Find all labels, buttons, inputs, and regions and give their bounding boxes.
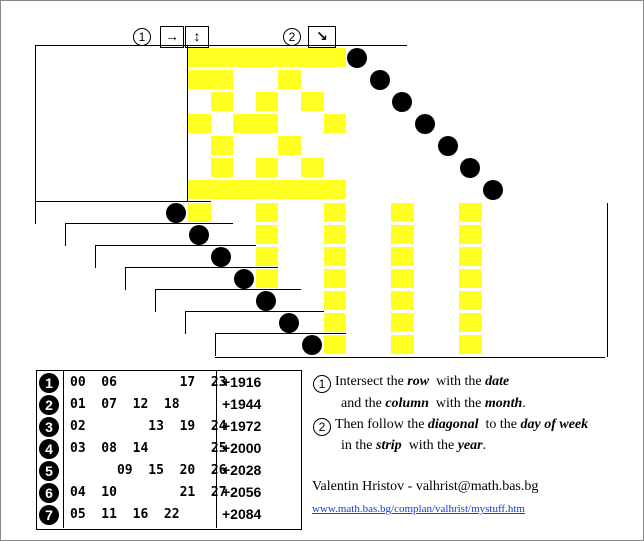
month-cell [324, 114, 347, 133]
year-day-cell [233, 247, 256, 266]
table-rule [155, 289, 156, 312]
weekday-cell [391, 136, 414, 155]
month-cell [301, 92, 324, 111]
legend-badge-4: 4 [39, 439, 59, 459]
month-cell [211, 48, 234, 67]
step2-marker-legend: 2 [313, 418, 331, 436]
table-rule [65, 223, 66, 246]
month-cell [211, 70, 234, 89]
year-day-cell [414, 225, 437, 244]
year-day-cell [391, 313, 414, 332]
table-rule [187, 45, 188, 201]
date-cell [154, 70, 178, 89]
month-cell [188, 48, 211, 67]
legend-years: 09 15 20 26 [70, 463, 227, 478]
year-day-cell [256, 269, 279, 288]
year-day-cell [324, 313, 347, 332]
date-cell [124, 92, 148, 111]
year-day-cell [324, 225, 347, 244]
month-cell [278, 114, 301, 133]
table-rule [35, 201, 211, 202]
month-cell [256, 114, 279, 133]
year-day-cell [414, 313, 437, 332]
table-rule [155, 289, 301, 290]
month-cell [301, 158, 324, 177]
year-day-cell [346, 225, 369, 244]
year-day-cell [369, 247, 392, 266]
legend-rule [63, 370, 64, 528]
legend-years: 02 13 19 24 [70, 419, 227, 434]
year-day-cell [324, 335, 347, 354]
weekday-cell [346, 136, 369, 155]
date-cell [41, 136, 65, 155]
month-cell [301, 48, 324, 67]
year-day-cell [459, 291, 482, 310]
year-day-cell [211, 225, 234, 244]
legend-badge-5: 5 [39, 461, 59, 481]
year-day-cell [324, 247, 347, 266]
month-cell [278, 48, 301, 67]
date-cell [41, 158, 65, 177]
date-cell [68, 136, 92, 155]
year-badge-4 [234, 269, 254, 289]
year-badge-2 [189, 225, 209, 245]
weekday-cell [414, 136, 437, 155]
weekday-cell [391, 180, 414, 199]
legend-years: 04 10 21 27 [70, 485, 227, 500]
month-cell [278, 92, 301, 111]
legend-badge-1: 1 [39, 373, 59, 393]
month-cell [256, 136, 279, 155]
year-day-cell [369, 335, 392, 354]
legend-offset: +2056 [222, 484, 262, 500]
instruction-line-3: Then follow the diagonal to the day of week [335, 417, 589, 432]
legend-badge-3: 3 [39, 417, 59, 437]
month-cell [233, 136, 256, 155]
weekday-cell [437, 180, 460, 199]
strip-badge-5 [438, 136, 458, 156]
date-cell [94, 158, 118, 177]
month-cell [324, 48, 347, 67]
year-day-cell [278, 247, 301, 266]
weekday-cell [346, 180, 369, 199]
step2-marker: 2 [283, 28, 301, 46]
updown-arrow-icon: ↕ [185, 26, 209, 48]
table-rule [215, 333, 216, 356]
year-badge-1 [166, 203, 186, 223]
year-day-cell [391, 291, 414, 310]
date-cell [41, 70, 65, 89]
month-cell [188, 180, 211, 199]
table-rule [125, 267, 126, 290]
date-cell [41, 114, 65, 133]
year-day-cell [369, 313, 392, 332]
year-day-cell [414, 247, 437, 266]
weekday-cell [369, 92, 392, 111]
year-day-cell [391, 269, 414, 288]
year-day-cell [301, 269, 324, 288]
date-cell [124, 158, 148, 177]
weekday-cell [437, 158, 460, 177]
date-cell [68, 114, 92, 133]
year-day-cell [346, 269, 369, 288]
date-cell [124, 48, 148, 67]
legend-offset: +1972 [222, 418, 262, 434]
year-day-cell [301, 313, 324, 332]
month-cell [324, 92, 347, 111]
date-cell [124, 180, 148, 199]
month-cell [324, 70, 347, 89]
month-cell [324, 158, 347, 177]
year-day-cell [346, 335, 369, 354]
month-cell [233, 180, 256, 199]
month-cell [301, 114, 324, 133]
weekday-cell [346, 70, 369, 89]
table-rule [35, 45, 407, 46]
year-day-cell [324, 269, 347, 288]
weekday-cell [346, 158, 369, 177]
month-cell [233, 70, 256, 89]
date-cell [124, 136, 148, 155]
date-cell [94, 92, 118, 111]
year-day-cell [437, 335, 460, 354]
year-day-cell [301, 225, 324, 244]
author-credit: Valentin Hristov - valhrist@math.bas.bg [312, 479, 539, 494]
legend-years: 00 06 17 23 [70, 375, 227, 390]
year-day-cell [459, 335, 482, 354]
legend-years: 05 11 16 22 [70, 507, 180, 522]
month-cell [233, 114, 256, 133]
month-cell [256, 48, 279, 67]
table-rule [35, 45, 36, 201]
strip-badge-7 [483, 180, 503, 200]
month-cell [324, 136, 347, 155]
year-day-cell [437, 247, 460, 266]
year-day-cell [459, 269, 482, 288]
year-day-cell [278, 203, 301, 222]
month-cell [233, 48, 256, 67]
legend-years: 03 08 14 25 [70, 441, 227, 456]
month-cell [188, 136, 211, 155]
date-cell [68, 70, 92, 89]
year-badge-6 [279, 313, 299, 333]
year-day-cell [346, 247, 369, 266]
month-cell [278, 158, 301, 177]
table-rule [215, 333, 346, 334]
instruction-line-2: and the column with the month. [341, 396, 526, 411]
weekday-cell [369, 136, 392, 155]
date-cell [94, 70, 118, 89]
year-day-cell [346, 313, 369, 332]
month-cell [301, 180, 324, 199]
date-cell [94, 180, 118, 199]
month-cell [256, 180, 279, 199]
year-day-cell [459, 225, 482, 244]
year-day-cell [278, 291, 301, 310]
table-rule [65, 223, 233, 224]
year-day-cell [301, 203, 324, 222]
legend-offset: +1944 [222, 396, 262, 412]
table-rule [95, 245, 96, 268]
date-cell [41, 180, 65, 199]
date-cell [94, 136, 118, 155]
weekday-cell [369, 158, 392, 177]
weekday-cell [346, 92, 369, 111]
date-cell [68, 48, 92, 67]
year-day-cell [278, 269, 301, 288]
year-day-cell [369, 269, 392, 288]
year-day-cell [437, 203, 460, 222]
table-rule [95, 245, 256, 246]
table-rule [215, 357, 605, 358]
year-day-cell [437, 313, 460, 332]
step1-marker: 1 [133, 28, 151, 46]
step1-marker-legend: 1 [313, 375, 331, 393]
date-cell [154, 48, 178, 67]
year-day-cell [414, 291, 437, 310]
weekday-cell [391, 158, 414, 177]
date-cell [124, 70, 148, 89]
month-cell [301, 136, 324, 155]
month-cell [324, 180, 347, 199]
month-cell [211, 180, 234, 199]
year-badge-7 [302, 335, 322, 355]
month-cell [188, 158, 211, 177]
year-day-cell [459, 203, 482, 222]
website-link[interactable]: www.math.bas.bg/complan/valhrist/mystuff.htm [312, 503, 525, 515]
month-cell [233, 158, 256, 177]
month-cell [256, 92, 279, 111]
year-day-cell [369, 291, 392, 310]
month-cell [211, 114, 234, 133]
diagonal-arrow-icon: ↘ [308, 26, 336, 48]
year-day-cell [391, 225, 414, 244]
year-day-cell [211, 203, 234, 222]
year-day-cell [414, 269, 437, 288]
year-day-cell [301, 247, 324, 266]
instruction-line-4: in the strip with the year. [341, 438, 487, 453]
year-day-cell [459, 313, 482, 332]
year-day-cell [256, 203, 279, 222]
month-cell [256, 158, 279, 177]
date-cell [41, 48, 65, 67]
weekday-cell [459, 180, 482, 199]
right-arrow-icon: → [160, 26, 184, 48]
table-rule [185, 311, 324, 312]
year-day-cell [346, 291, 369, 310]
date-cell [68, 158, 92, 177]
table-rule [185, 311, 186, 334]
year-day-cell [437, 225, 460, 244]
month-cell [278, 180, 301, 199]
year-day-cell [188, 203, 211, 222]
legend-offset: +1916 [222, 374, 262, 390]
legend-years: 01 07 12 18 [70, 397, 180, 412]
month-cell [278, 136, 301, 155]
legend-offset: +2028 [222, 462, 262, 478]
weekday-cell [414, 158, 437, 177]
date-cell [94, 114, 118, 133]
year-day-cell [324, 203, 347, 222]
month-cell [301, 70, 324, 89]
year-day-cell [324, 291, 347, 310]
month-cell [188, 92, 211, 111]
date-cell [154, 92, 178, 111]
date-cell [68, 92, 92, 111]
strip-badge-4 [415, 114, 435, 134]
instruction-line-1: Intersect the row with the date [335, 374, 510, 389]
table-rule [35, 201, 36, 224]
date-cell [94, 48, 118, 67]
date-cell [68, 180, 92, 199]
legend-offset: +2084 [222, 506, 262, 522]
year-day-cell [346, 203, 369, 222]
year-day-cell [278, 225, 301, 244]
year-day-cell [414, 335, 437, 354]
weekday-cell [414, 180, 437, 199]
month-cell [233, 92, 256, 111]
weekday-cell [391, 114, 414, 133]
month-cell [188, 70, 211, 89]
weekday-cell [369, 180, 392, 199]
month-cell [211, 158, 234, 177]
year-day-cell [369, 225, 392, 244]
legend-badge-6: 6 [39, 483, 59, 503]
year-day-cell [437, 291, 460, 310]
weekday-cell [346, 114, 369, 133]
year-day-cell [256, 247, 279, 266]
legend-badge-7: 7 [39, 505, 59, 525]
year-day-cell [391, 247, 414, 266]
year-day-cell [459, 247, 482, 266]
year-day-cell [233, 225, 256, 244]
strip-badge-2 [370, 70, 390, 90]
year-day-cell [256, 225, 279, 244]
year-day-cell [301, 291, 324, 310]
year-day-cell [369, 203, 392, 222]
weekday-cell [482, 202, 505, 221]
weekday-cell [369, 114, 392, 133]
month-cell [278, 70, 301, 89]
table-rule [607, 203, 608, 357]
year-day-cell [414, 203, 437, 222]
table-rule [125, 267, 278, 268]
year-day-cell [233, 203, 256, 222]
date-cell [41, 92, 65, 111]
year-day-cell [437, 269, 460, 288]
month-cell [188, 114, 211, 133]
month-cell [211, 136, 234, 155]
year-day-cell [391, 335, 414, 354]
month-cell [256, 70, 279, 89]
year-day-cell [391, 203, 414, 222]
legend-offset: +2000 [222, 440, 262, 456]
legend-badge-2: 2 [39, 395, 59, 415]
date-cell [124, 114, 148, 133]
month-cell [211, 92, 234, 111]
